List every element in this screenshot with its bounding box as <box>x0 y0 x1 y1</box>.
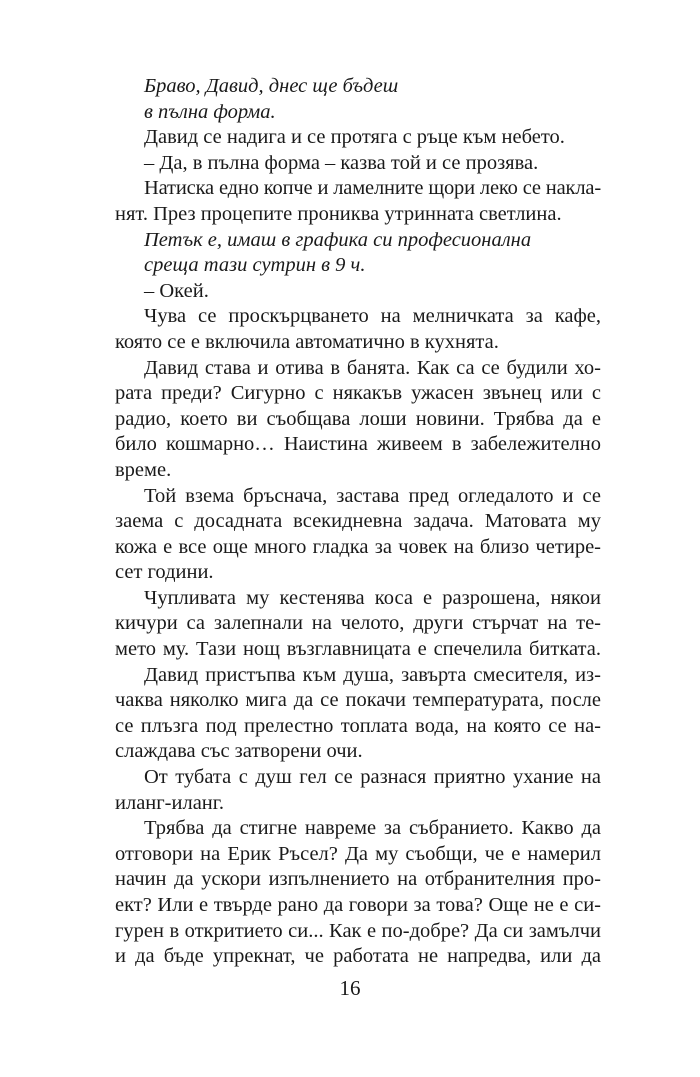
text-line: чаква няколко мига да се покачи температурата, после <box>115 689 601 712</box>
text-line: кожа е все още много гладка за човек на близо четире- <box>115 535 601 558</box>
text-line: Чупливата му кестенява коса е разрошена, някои <box>144 586 601 609</box>
text-line: сет години. <box>115 561 214 584</box>
text-line: нят. През процепите прониква утринната светлина. <box>115 202 562 225</box>
text-line: Трябва да стигне навреме за събранието. Какво да <box>144 817 601 840</box>
text-line: рата преди? Сигурно с някакъв ужасен звънец или с <box>115 382 601 405</box>
dialogue-line: – Да, в пълна форма – казва той и се прозява. <box>144 151 539 174</box>
text-line: От тубата с душ гел се разнася приятно ухание на <box>144 766 601 789</box>
text-line: Той взема бръснача, застава пред огледалото и се <box>144 484 601 507</box>
italic-line: Петък е, имаш в графика си професионална <box>144 228 532 251</box>
text-line: гурен в откритието си... Как е по-добре? Да си замълчи <box>115 919 601 942</box>
italic-line: Браво, Давид, днес ще бъдеш <box>144 75 399 97</box>
text-line: Давид пристъпва към душа, завърта смесителя, из- <box>144 663 601 686</box>
text-line: се плъзга под прелестно топлата вода, на която се на- <box>115 714 601 737</box>
text-line: отговори на Ерик Ръсел? Да му съобщи, че е намерил <box>115 842 601 865</box>
text-line: Чува се проскърцването на мелничката за кафе, <box>144 305 601 328</box>
text-line: начин да ускори изпълнението на отбранителния про- <box>115 868 601 891</box>
text-line: Давид става и отива в банята. Как са се будили хо- <box>144 356 601 379</box>
text-line: Давид се надига и се протяга с ръце към небето. <box>144 126 565 149</box>
page-number: 16 <box>339 976 361 1000</box>
text-line: иланг-иланг. <box>115 791 224 814</box>
text-line: ект? Или е твърде рано да говори за това? Още не е си- <box>115 894 601 916</box>
text-line: време. <box>115 458 172 481</box>
text-line: било кошмарно… Наистина живеем в забележително <box>115 433 601 456</box>
italic-line: в пълна форма. <box>144 100 276 123</box>
text-line: и да бъде упрекнат, че работата не напредва, или да <box>115 945 601 968</box>
text-line: кичури са залепнали на челото, други стърчат на те- <box>115 612 601 635</box>
text-line: Натиска едно копче и ламелните щори леко се накла- <box>144 177 601 200</box>
text-line: слаждава със затворени очи. <box>115 740 363 763</box>
italic-line: среща тази сутрин в 9 ч. <box>144 254 366 277</box>
text-line: мето му. Тази нощ възглавницата е спечелила битката. <box>115 638 601 661</box>
text-line: заема с досадната всекидневна задача. Матовата му <box>115 510 601 533</box>
text-line: която се е включила автоматично в кухнята. <box>115 330 499 353</box>
page-body-text <box>115 74 601 970</box>
text-line: радио, което ви съобщава лоши новини. Трябва да е <box>115 407 601 430</box>
dialogue-line: – Окей. <box>144 279 209 302</box>
